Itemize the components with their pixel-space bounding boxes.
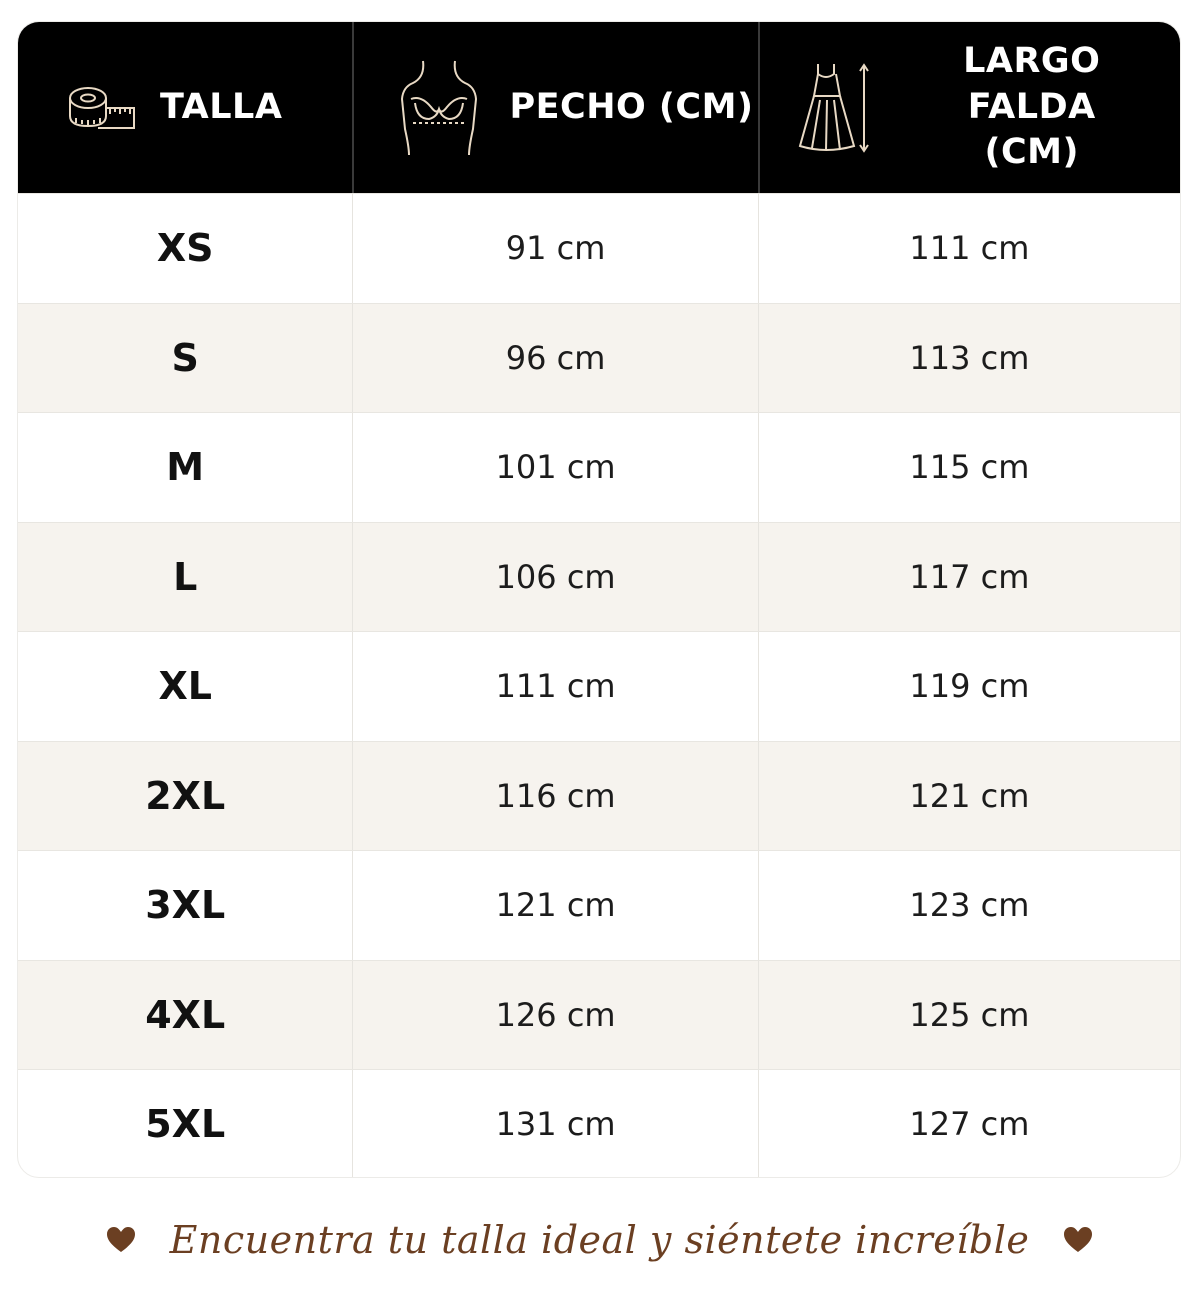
header-largo-falda [758, 22, 1180, 193]
size-cell: S [171, 335, 199, 380]
pecho-cell: 126 cm [495, 995, 616, 1034]
size-cell: XL [158, 664, 212, 709]
largo-header-line1: LARGO FALDA [963, 41, 1101, 127]
largo-cell: 117 cm [909, 557, 1030, 596]
heart-icon [1063, 1226, 1093, 1254]
size-cell: XS [156, 226, 214, 271]
table-row [18, 850, 1180, 960]
pecho-cell: 131 cm [495, 1105, 616, 1144]
dress-length-icon [796, 62, 872, 154]
size-cell: L [173, 554, 198, 599]
largo-cell: 119 cm [909, 667, 1030, 706]
largo-header-line2: (CM) [984, 132, 1079, 173]
table-header [18, 22, 1180, 193]
size-cell: M [166, 445, 205, 490]
largo-cell: 121 cm [909, 776, 1030, 815]
size-cell: 2XL [145, 773, 226, 818]
largo-cell: 113 cm [909, 338, 1030, 377]
pecho-cell: 106 cm [495, 557, 616, 596]
largo-cell: 127 cm [909, 1105, 1030, 1144]
table-row [18, 303, 1180, 413]
size-cell: 4XL [145, 992, 226, 1037]
table-row [18, 522, 1180, 632]
heart-icon [106, 1226, 136, 1254]
table-row [18, 412, 1180, 522]
footer-tagline-bar [0, 1208, 1199, 1272]
pecho-cell: 121 cm [495, 886, 616, 925]
size-cell: 5XL [145, 1102, 226, 1147]
pecho-cell: 91 cm [505, 229, 606, 268]
largo-header-label [907, 39, 1157, 176]
size-cell: 3XL [145, 883, 226, 928]
table-row [18, 1069, 1180, 1178]
header-pecho [352, 22, 757, 193]
bust-icon [399, 59, 479, 157]
measuring-tape-icon [68, 82, 138, 134]
table-row [18, 631, 1180, 741]
pecho-cell: 101 cm [495, 448, 616, 487]
size-table [17, 21, 1181, 1178]
largo-cell: 125 cm [909, 995, 1030, 1034]
table-row [18, 960, 1180, 1070]
largo-cell: 115 cm [909, 448, 1030, 487]
table-row [18, 741, 1180, 851]
pecho-cell: 96 cm [505, 338, 606, 377]
largo-cell: 123 cm [909, 886, 1030, 925]
header-talla [18, 22, 352, 193]
talla-header-label: TALLA [160, 86, 283, 127]
pecho-cell: 111 cm [495, 667, 616, 706]
pecho-header-label: PECHO (CM) [509, 86, 754, 127]
pecho-cell: 116 cm [495, 776, 616, 815]
table-row [18, 193, 1180, 303]
footer-tagline: Encuentra tu talla ideal y siéntete increíble [169, 1218, 1030, 1262]
largo-cell: 111 cm [909, 229, 1030, 268]
